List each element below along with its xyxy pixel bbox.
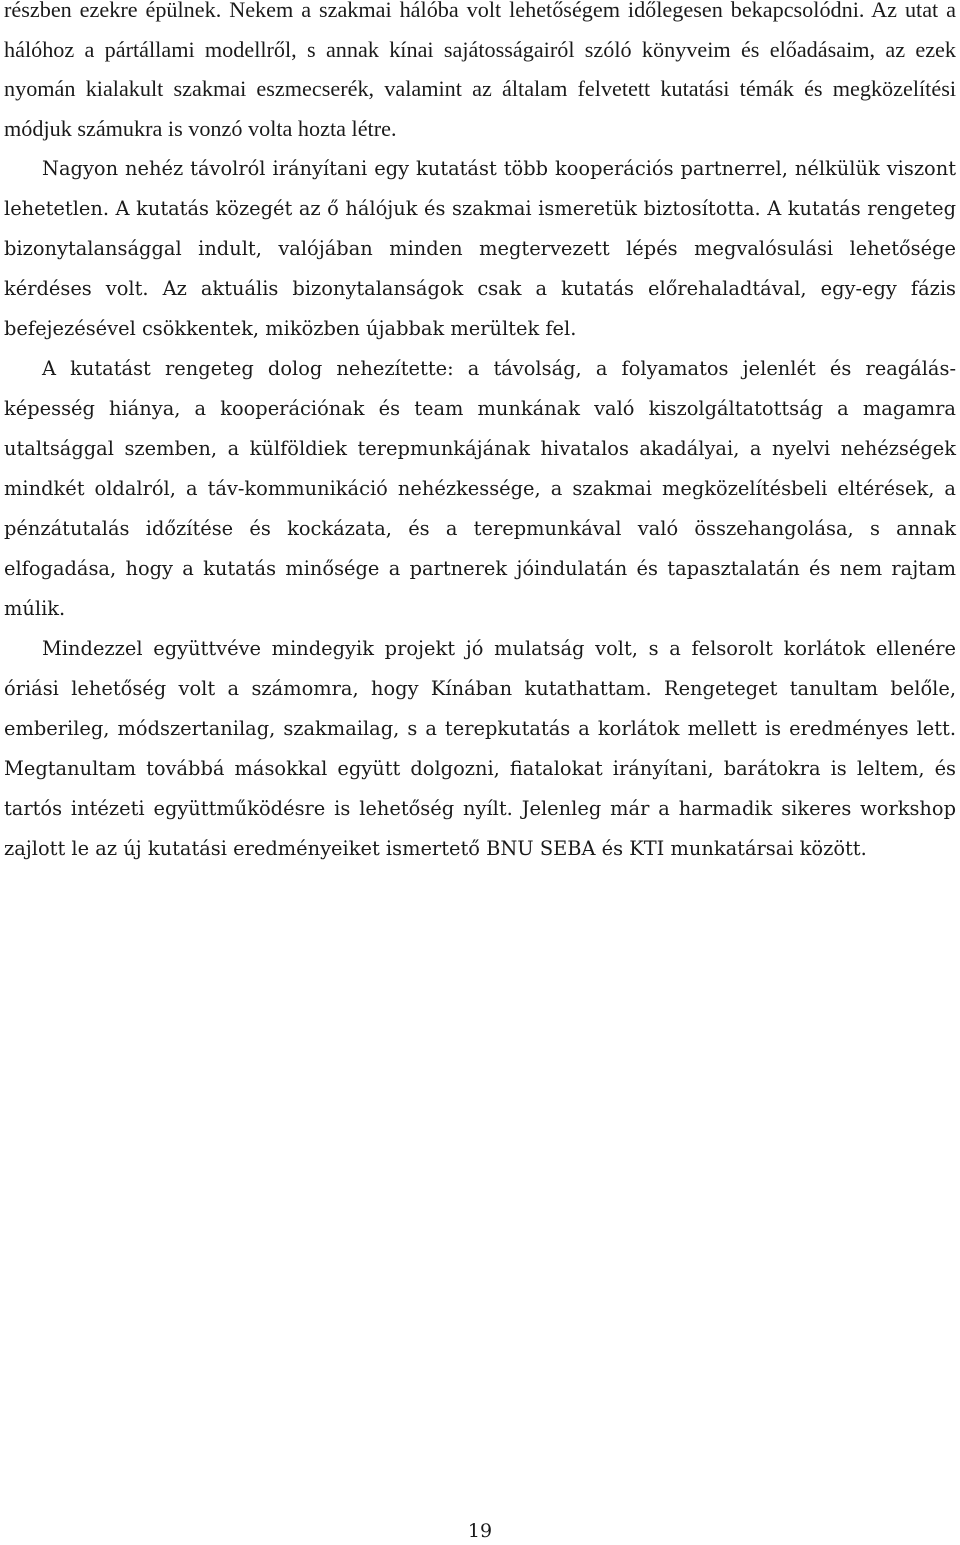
continuation-text <box>4 0 956 148</box>
continuation-line-2: Az utat a hálóhoz a pártállami modellről, s annak kínai sajátosságairól szóló könyveim és előadásaim, az ezek nyomán kialakult szakmai eszmecserék, valamint az általam felvetett kutatási témák és megközelítési módjuk számukra is vonzó volta hozta létre. <box>4 0 956 141</box>
main-text-section <box>4 149 956 869</box>
paragraph-conclusion: Mindezzel együttvéve mindegyik projekt jó mulatság volt, s a felsorolt korlátok ellenére óriási lehetőség volt a számomra, hogy Kínában kutathattam. Rengeteget tanultam belőle, emberileg, módszertanilag, szakmailag, s a terepkutatás a korlátok mellett is eredményes lett. Megtanultam továbbá másokkal együtt dolgozni, fiatalokat irányítani, barátokra is leltem, és tartós intézeti együttműködésre is lehetőség nyílt. Jelenleg már a harmadik sikeres workshop zajlott le az új kutatási eredményeiket ismertető BNU SEBA és KTI munkatársai között. <box>4 637 956 860</box>
body-text <box>4 0 956 869</box>
paragraph-difficulties: A kutatást rengeteg dolog nehezítette: a távolság, a folyamatos jelenlét és reagálás-képesség hiánya, a kooperációnak és team munkának való kiszolgáltatottság a magamra utaltsággal szemben, a külföldiek terepmunkájának hivatalos akadályai, a nyelvi nehézségek mindkét oldalról, a táv-kommunikáció nehézkessége, a szakmai megközelítésbeli eltérések, a pénzátutalás időzítése és kockázata, és a terepmunkával való összehangolása, s annak elfogadása, hogy a kutatás minősége a partnerek jóindulatán és tapasztalatán és nem rajtam múlik. <box>4 357 956 620</box>
page-number: 19 <box>467 1520 493 1542</box>
continuation-line-1: részben ezekre épülnek. Nekem a szakmai hálóba volt lehetőségem időlegesen bekapcsolódni. <box>4 0 865 22</box>
paragraph-cooperation: Nagyon nehéz távolról irányítani egy kutatást több kooperációs partnerrel, nélkülük viszont lehetetlen. A kutatás közegét az ő hálójuk és szakmai ismeretük biztosította. A kutatás rengeteg bizonytalansággal indult, valójában minden megtervezett lépés megvalósulási lehetősége kérdéses volt. Az aktuális bizonytalanságok csak a kutatás előrehaladtával, egy-egy fázis befejezésével csökkentek, miközben újabbak merültek fel. <box>4 157 956 340</box>
